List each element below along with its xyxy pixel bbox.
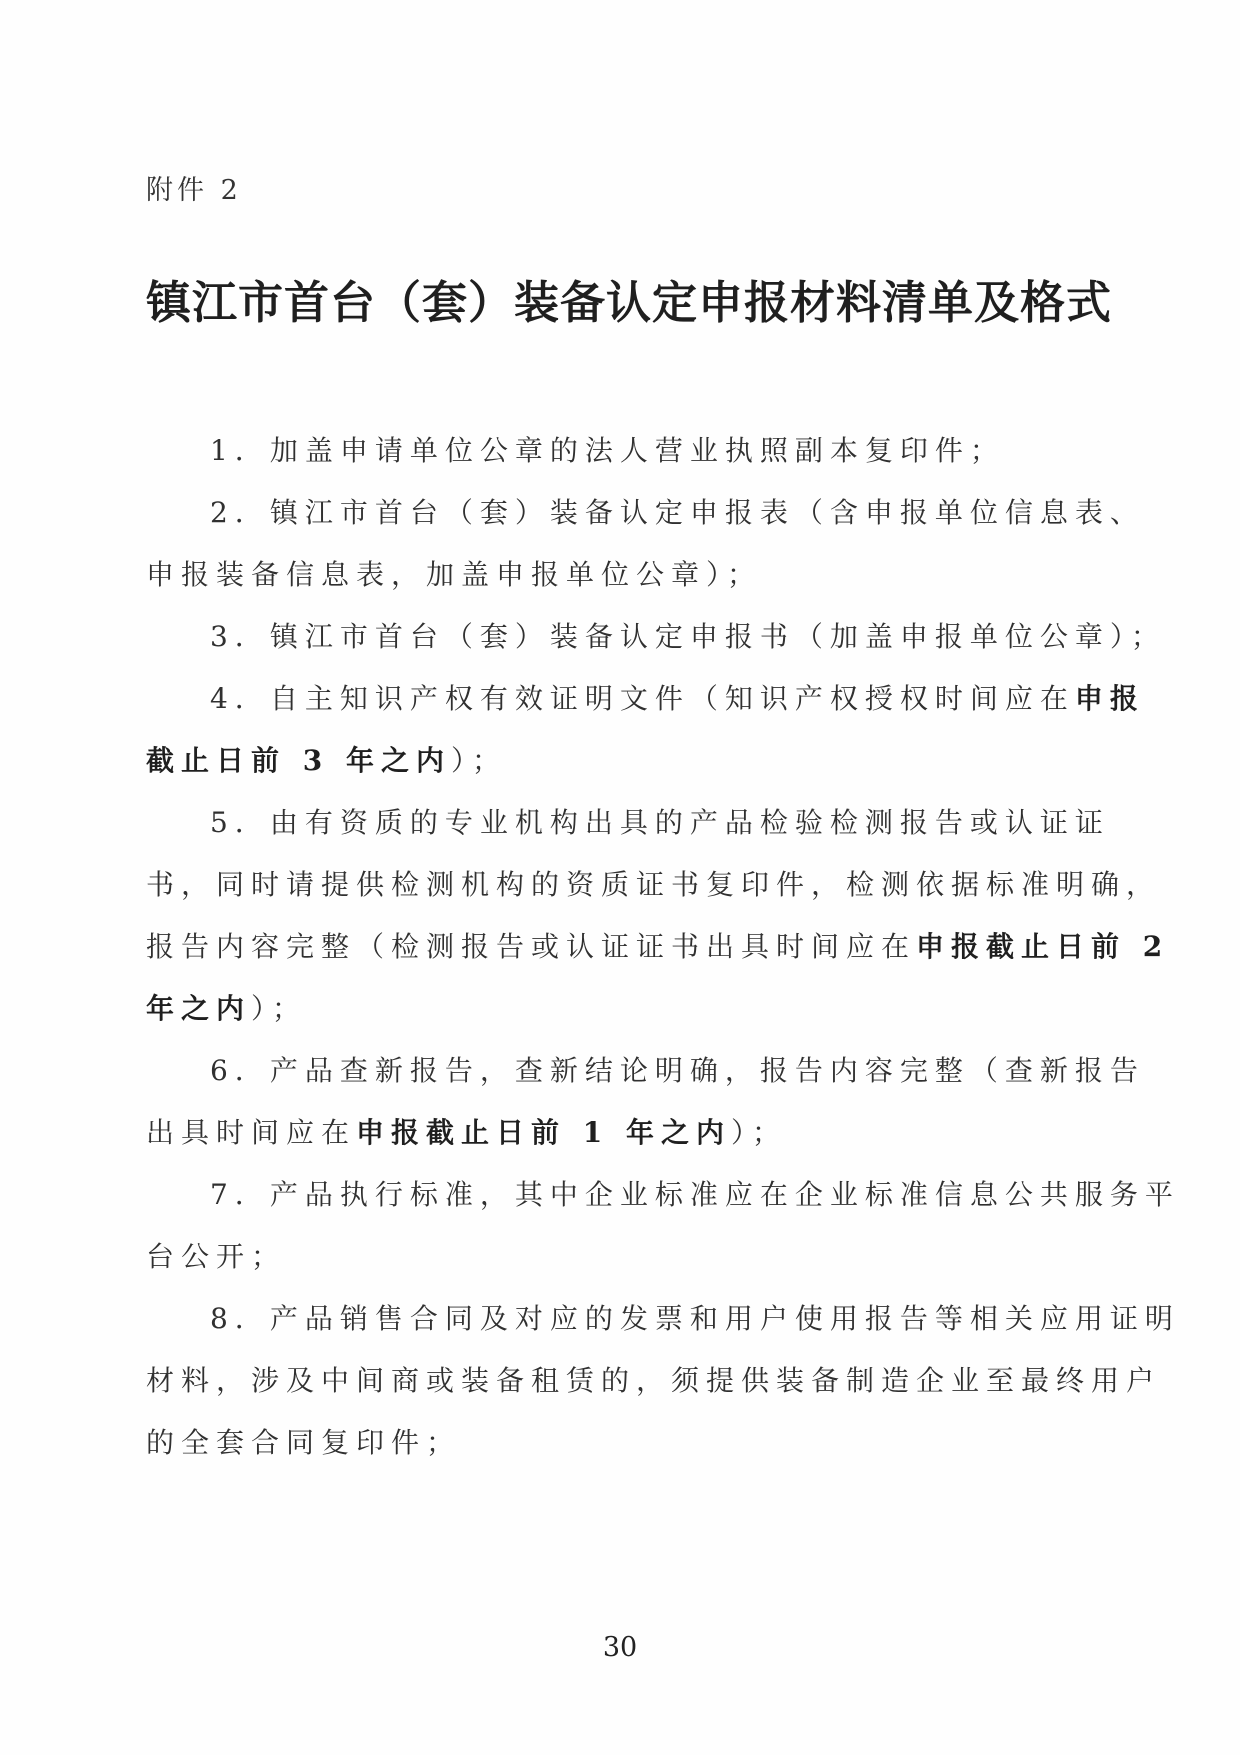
body-line <box>146 420 1108 482</box>
attachment-label: 附件 2 <box>146 175 242 206</box>
body-text: 材料，涉及中间商或装备租赁的，须提供装备制造企业至最终用户 <box>146 1364 1162 1397</box>
body-text: 台公开； <box>146 1240 287 1273</box>
body-text: 的全套合同复印件； <box>146 1426 462 1459</box>
emphasized-text: 年之内 <box>146 992 252 1025</box>
body-text: 8．产品销售合同及对应的发票和用户使用报告等相关应用证明 <box>210 1302 1180 1335</box>
body-text: ）； <box>731 1116 788 1149</box>
body-text: 7．产品执行标准，其中企业标准应在企业标准信息公共服务平 <box>210 1178 1180 1211</box>
body-text: 2．镇江市首台（套）装备认定申报表（含申报单位信息表、 <box>210 496 1145 529</box>
body-text: ）； <box>251 992 308 1025</box>
emphasized-text: 申报截止日前 2 <box>916 930 1170 963</box>
body-text: 出具时间应在 <box>146 1116 357 1149</box>
body-line <box>146 916 1170 978</box>
body-text: 4．自主知识产权有效证明文件（知识产权授权时间应在 <box>210 682 1075 715</box>
body-line <box>146 1164 1180 1226</box>
body-text: 书，同时请提供检测机构的资质证书复印件，检测依据标准明确， <box>146 868 1162 901</box>
body-line <box>146 668 1145 730</box>
body-line <box>146 1350 1162 1412</box>
body-line <box>146 792 1108 854</box>
document-body <box>146 420 1180 1474</box>
document-title: 镇江市首台（套）装备认定申报材料清单及格式 <box>146 276 1113 329</box>
body-text: 5．由有资质的专业机构出具的产品检验检测报告或认证证 <box>210 806 1110 839</box>
body-text: ）； <box>450 744 507 777</box>
emphasized-text: 申报 <box>1074 682 1145 715</box>
body-line <box>146 1412 1108 1474</box>
body-text: 1．加盖申请单位公章的法人营业执照副本复印件； <box>210 434 1005 467</box>
body-line <box>146 606 1166 668</box>
body-text: 3．镇江市首台（套）装备认定申报书（加盖申报单位公章）； <box>210 620 1166 653</box>
body-text: 申报装备信息表，加盖申报单位公章）； <box>146 558 763 591</box>
body-line <box>146 1288 1180 1350</box>
body-line <box>146 730 1108 792</box>
body-line <box>146 544 1108 606</box>
body-text: 报告内容完整（检测报告或认证证书出具时间应在 <box>146 930 917 963</box>
body-line <box>146 1102 1108 1164</box>
body-line <box>146 482 1145 544</box>
body-line <box>146 978 1108 1040</box>
body-line <box>146 1226 1108 1288</box>
emphasized-text: 截止日前 3 年之内 <box>146 744 451 777</box>
body-line <box>146 854 1162 916</box>
page-number: 30 <box>602 1632 638 1663</box>
body-text: 6．产品查新报告，查新结论明确，报告内容完整（查新报告 <box>210 1054 1145 1087</box>
body-line <box>146 1040 1145 1102</box>
emphasized-text: 申报截止日前 1 年之内 <box>356 1116 731 1149</box>
